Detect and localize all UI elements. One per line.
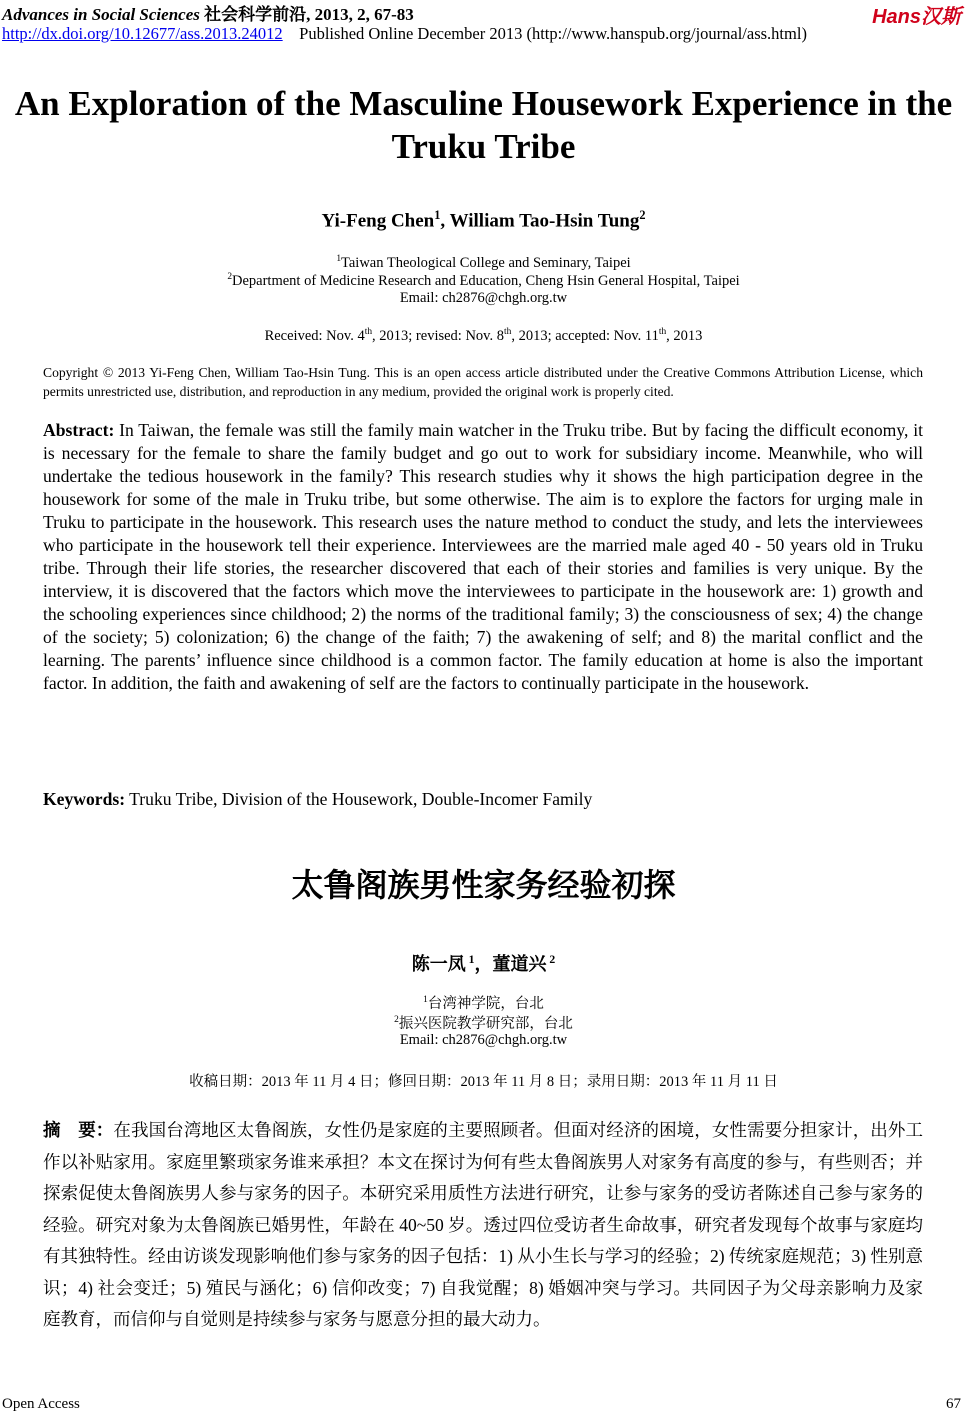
cn-abstract-text: 在我国台湾地区太鲁阁族，女性仍是家庭的主要照顾者。但面对经济的困境，女性需要分担家计，出外工作以补贴家用。家庭里繁琐家务谁来承担？本文在探讨为何有些太鲁阁族男人对家务有高度的参与，有些则否；并探索促使太鲁阁族男人参与家务的因子。本研究采用质性方法进行研究，让参与家务的受访者陈述自己参与家务的经验。研究对象为太鲁阁族已婚男性，年龄在 40~50 岁。透过四位受访者生命故事，研究者发现每个故事与家庭均有其独特性。经由访谈发现影响他们参与家务的因子包括：1) 从小生长与学习的经验；2) 传统家庭规范；3) 性别意识；4) 社会变迁；5) 殖民与涵化；6) 信仰改变；7) 自我觉醒；8) 婚姻冲突与学习。共同因子为父母亲影响力及家庭教育，而信仰与自觉则是持续参与家务与愿意分担的最大动力。: [43, 1120, 924, 1329]
cn-abstract-label: 摘 要：: [43, 1120, 114, 1140]
page-number: 67: [946, 1396, 961, 1412]
journal-name: Advances in Social Sciences: [2, 5, 200, 24]
s: 2: [394, 1015, 399, 1026]
dates: [0, 327, 967, 345]
s: th: [504, 327, 512, 337]
aff-text: 台湾神学院，台北: [427, 996, 544, 1012]
aff-text: Taiwan Theological College and Seminary, Taipei: [341, 254, 631, 271]
keywords: [43, 789, 592, 810]
published-info: Published Online December 2013 (http://www.hanspub.org/journal/ass.html): [299, 24, 807, 43]
s: 2: [546, 953, 556, 966]
authors: Yi-Feng Chen$^1$, William Tao-Hsin Tung$^2$: [321, 208, 646, 232]
cn-dates: 收稿日期：2013 年 11 月 4 日；修回日期：2013 年 11 月 8 日；录用日期：2013 年 11 月 11 日: [189, 1074, 778, 1090]
cn-abstract: [43, 1115, 923, 1336]
author: Yi-Feng Chen: [321, 210, 435, 232]
copyright: Copyright © 2013 Yi-Feng Chen, William Tao-Hsin Tung. This is an open access article distributed under the Creative Commons Attribution License, which permits unrestricted use, distribution, and reproduction in any medium, provided the original work is properly cited.: [43, 365, 923, 399]
aff-text: Department of Medicine Research and Education, Cheng Hsin General Hospital, Taipei: [232, 272, 740, 289]
keywords-text: Truku Tribe, Division of the Housework, Double-Incomer Family: [125, 789, 593, 809]
s: 1: [465, 953, 475, 966]
journal-header: [2, 0, 414, 25]
d: Received: Nov. 4: [264, 327, 365, 344]
author-sup: 2: [639, 208, 646, 222]
author-sup: 1: [434, 208, 441, 222]
cn-aff-2: [0, 1012, 967, 1033]
aff-sup: 1: [336, 254, 342, 264]
author: 陈一凤: [411, 954, 466, 974]
author: William Tao-Hsin Tung: [449, 210, 640, 232]
cn-email: Email: ch2876@chgh.org.tw: [399, 1032, 568, 1048]
doi-line: [2, 24, 807, 44]
doi-link[interactable]: http://dx.doi.org/10.12677/ass.2013.24012: [2, 24, 283, 43]
abstract: [43, 419, 923, 695]
cn-title: 太鲁阁族男性家务经验初探: [291, 866, 676, 904]
d: , 2013: [666, 327, 703, 344]
citation: , 2013, 2, 67-83: [306, 5, 414, 24]
affiliation-2: [0, 272, 967, 290]
journal-name-cn: 社会科学前沿: [204, 5, 307, 24]
abstract-text: In Taiwan, the female was still the family main watcher in the Truku tribe. But by facing the difficult economy, it is necessary for the female to share the family budget and go out to work for subsidiary income. Meanwhile, who will undertake the tedious housework in the family? This research studies why it shows the high participation degree in the housework for some of the male in Truku tribe, but some otherwise. The aim is to explore the factors for urging male in Truku to participate in the housework. This research uses the nature method to conduct the study, and lets the interviewees who participate in the housework tell their experience. Interviewees are the married male aged 40 - 50 years old in Truku tribe. Through their life stories, the researcher discovered that each of their stories and families is very unique. By the interview, it is discovered that the factors which move the interviewees to participate in the housework are: 1) growth and the schooling experiences since childhood; 2) the norms of the traditional family; 3) the consciousness of sex; 4) the change of the society; 5) colonization; 6) the change of the faith; 7) the awakening of self; and 8) the marital conflict and the learning. The parents’ influence since childhood is a common factor. The family education at home is also the important factor. In addition, the faith and awakening of self are the factors to continually participate in the housework.: [43, 420, 923, 693]
aff-text: 振兴医院教学研究部，台北: [398, 1016, 573, 1032]
keywords-label: Keywords:: [43, 789, 126, 809]
d: , 2013; accepted: Nov. 11: [511, 327, 659, 344]
affiliation-1: [0, 254, 967, 272]
author: ，董道兴: [474, 954, 547, 974]
s: th: [658, 327, 667, 337]
hans-logo: Hans汉斯: [872, 6, 961, 28]
s: th: [364, 327, 373, 337]
cn-authors: [0, 950, 967, 976]
footer-open-access: Open Access: [2, 1396, 80, 1412]
abstract-label: Abstract:: [43, 420, 115, 440]
cn-aff-1: [0, 992, 967, 1013]
d: , 2013; revised: Nov. 8: [372, 327, 504, 344]
paper-title: An Exploration of the Masculine Housework Experience in the Truku Tribe: [14, 84, 953, 166]
email: Email: ch2876@chgh.org.tw: [399, 290, 568, 306]
aff-sup: 2: [227, 272, 233, 282]
s: 1: [423, 995, 428, 1006]
